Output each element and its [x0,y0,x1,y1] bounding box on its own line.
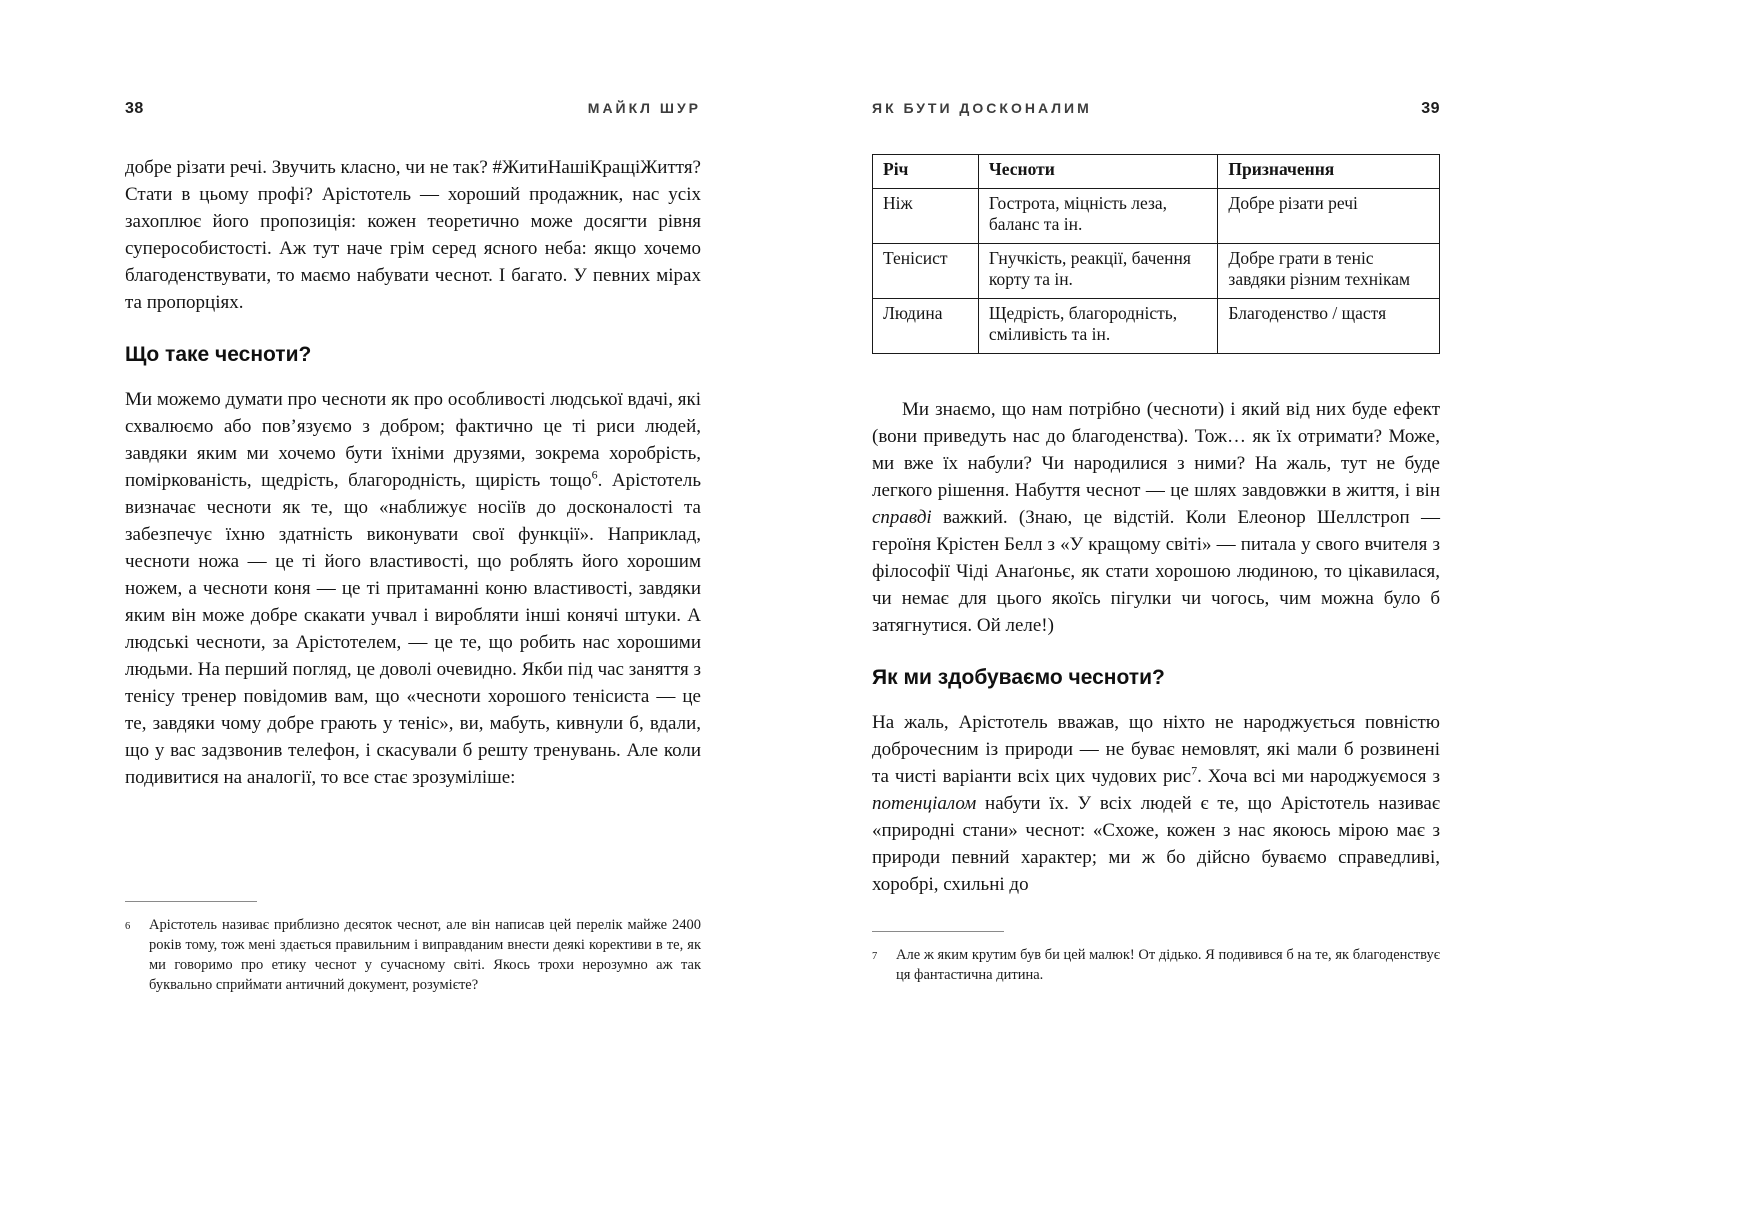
section-heading-how-we-acquire-virtues: Як ми здобуваємо чесноти? [872,665,1165,689]
table-cell-purpose: Добре різати речі [1218,188,1440,243]
paragraph-intro: добре різати речі. Звучить класно, чи не так? #ЖитиНашіКращіЖиття? Стати в цьому профі? Арістотель — хороший продажник, нас усіх захоплює його пропозиція: кожен теоретично може досягти рівня суперособистості. Аж тут наче грім серед ясного неба: якщо хочемо благоденствувати, то маємо набувати чеснот. І багато. У певних мірах та пропорціях. [125,157,701,313]
page-header-left [125,100,701,118]
table-row-knife [873,188,1440,243]
paragraph-virtues-definition: Ми можемо думати про чесноти як про особливості людської вдачі, які схвалюємо або пов’язуємо з добром; фактично це ті риси людей, завдяки яким ми хочемо бути їхніми друзями, зокрема хоробрість, поміркованість, щедрість, благородність, щирість тощо$^6$. Арістотель визначає чесноти як те, що «наближує носіїв до досконалості та забезпечує їхню здатність виконувати свої функції». Наприклад, чесноти ножа — це ті його властивості, що роблять його хорошим ножем, а чесноти коня — це ті притаманні коню властивості, завдяки яким він може добре скакати учвал і виробляти інші конячі штуки. А людські чесноти, за Арістотелем, — це те, що робить нас хорошими людьми. На перший погляд, це доволі очевидно. Якби під час заняття з тенісу тренер повідомив вам, що «чесноти хорошого тенісиста — це те, завдяки чому добре грають у теніс», ви, мабуть, кивнули б, вдали, що у вас задзвонив телефон, і скасували б решту тренувань. Але коли подивитися на аналогії, то все стає зрозуміліше: [125,389,701,788]
footnote-separator-right [872,931,1004,932]
section-heading-what-are-virtues: Що таке чесноти? [125,343,312,366]
table-header-row [873,155,1440,189]
table-cell-virtues: Гнучкість, реакції, бачення корту та ін. [978,243,1218,298]
footnote-separator-left [125,901,257,902]
table-header-virtues: Чесноти [978,155,1218,189]
footnote-6 [125,915,701,995]
table-cell-virtues: Щедрість, благородність, сміливість та ін. [978,298,1218,353]
footnote-text-7: Але ж яким крутим був би цей малюк! От дідько. Я подивився б на те, як благоденствує ця фантастична дитина. [896,947,1440,983]
table-cell-virtues: Гострота, міцність леза, баланс та ін. [978,188,1218,243]
table-cell-purpose: Добре грати в теніс завдяки різним технікам [1218,243,1440,298]
page-number-right: 39 [1421,100,1440,117]
footnote-area-right [872,931,1440,985]
paragraph-how-to-get-virtues: Ми знаємо, що нам потрібно (чесноти) і який від них буде ефект (вони приведуть нас до благоденства). Тож… як їх отримати? Може, ми вже їх набули? Чи народилися з ними? На жаль, тут не буде легкого рішення. Набуття чеснот — це шлях завдовжки в життя, і він справді важкий. (Знаю, це відстій. Коли Елеонор Шеллстроп — героїня Крістен Белл з «У кращому світі» — питала у свого вчителя з філософії Чіді Анаґоньє, як стати хорошою людиною, то цікавилася, чи немає для цього якоїсь пігулки чи чогось, чим можна було б затягнутися. Ой леле!) [872,398,1440,636]
page-number-left: 38 [125,100,144,117]
page-right [872,100,1440,985]
running-head-author: МАЙКЛ ШУР [587,100,701,116]
paragraph-natural-states: На жаль, Арістотель вважав, що ніхто не народжується повністю доброчесним із природи — не буває немовлят, які мали б розвинені та чисті варіанти всіх цих чудових рис$^7$. Хоча всі ми народжуємося з потенціалом набути їх. У всіх людей є те, що Арістотель називає «природні стани» чеснот: «Схоже, кожен з нас якоюсь мірою має з природи певний характер; ми ж бо дійсно буваємо справедливі, хоробрі, схильні до [872,711,1440,895]
footnote-text-6: Арістотель називає приблизно десяток чеснот, але він написав цей перелік майже 2400 років тому, тож мені здається правильним і виправданим внести деякі корективи в те, як ми говоримо про етику чеснот у сучасному світі. Якось трохи нерозумно аж так буквально сприймати античний документ, розумієте? [149,917,701,993]
table-row-tennis-player [873,243,1440,298]
page-header-right [872,100,1440,118]
virtues-table [872,154,1440,354]
footnote-marker-7: 7 [872,951,878,962]
footnote-7 [872,945,1440,985]
table-header-purpose: Призначення [1218,155,1440,189]
table-cell-item: Ніж [873,188,979,243]
page-left [125,100,701,995]
table-cell-item: Тенісист [873,243,979,298]
running-head-book-title: ЯК БУТИ ДОСКОНАЛИМ [872,100,1092,116]
table-cell-purpose: Благоденство / щастя [1218,298,1440,353]
footnote-marker-6: 6 [125,921,131,932]
footnote-area-left [125,901,701,995]
table-header-item: Річ [873,155,979,189]
table-row-human [873,298,1440,353]
table-cell-item: Людина [873,298,979,353]
